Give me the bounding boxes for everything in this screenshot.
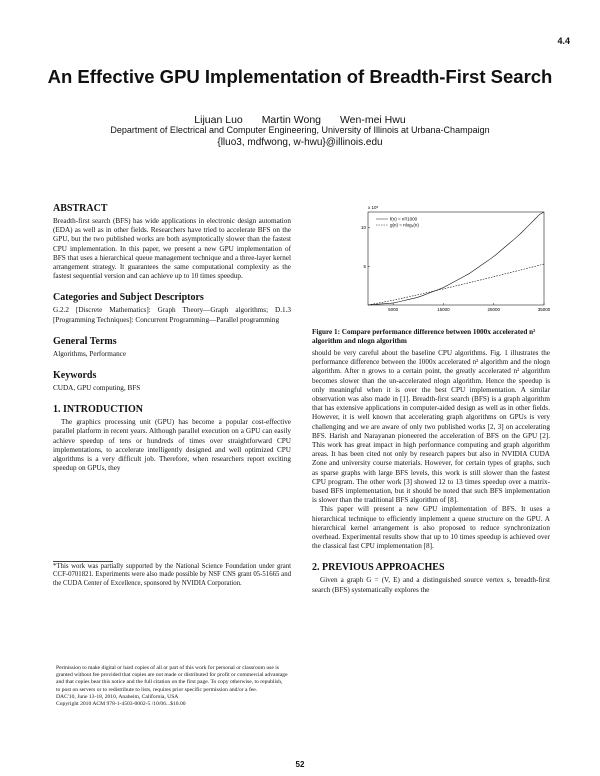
x-tick-label: 5000	[388, 307, 399, 312]
axis-ticks	[360, 222, 550, 312]
keywords-heading: Keywords	[53, 370, 97, 382]
footnote: *This work was partially supported by the National Science Foundation under grant CCF-0701821. Experiments were also made possible by NSF CNS grant 05-51665 and the CUDA Center of Excellence, sponsored by NVIDIA Corporation.	[53, 563, 291, 587]
paper-title: An Effective GPU Implementation of Breadth-First Search	[47, 66, 553, 87]
x-tick-label: 15000	[437, 307, 450, 312]
conference-line: DAC'10, June 13-18, 2010, Anaheim, California, USA	[56, 693, 179, 700]
copyright-line: Copyright 2010 ACM 978-1-4503-0002-5 /10/06...$10.00	[56, 701, 186, 708]
introduction-heading: 1. INTRODUCTION	[53, 404, 144, 416]
author-1: Lijuan Luo	[194, 114, 243, 126]
y-tick-label: 5	[363, 263, 366, 269]
categories-heading: Categories and Subject Descriptors	[53, 292, 204, 304]
series-g-nlogn	[368, 264, 544, 305]
email: {lluo3, mdfwong, w-hwu}@illinois.edu	[217, 137, 383, 148]
right-column	[312, 349, 550, 595]
figure-1-chart	[310, 196, 550, 322]
legend-entry-2: g(n) = nlog₂(n)	[390, 222, 419, 228]
x-tick-label: 35000	[537, 307, 550, 312]
introduction-text: The graphics processing unit (GPU) has become a popular cost-effective parallel platform in recent years. Although parallel execution on a GPU can easily achieve speedup of tens or hundreds of times over straightforward CPU implementations, to accelerate intelligently designed and well optimized CPU algorithms is a very difficult job. Therefore, when researchers report exciting speedup on GPUs, they	[53, 418, 291, 473]
left-column	[53, 203, 291, 473]
section-number: 4.4	[557, 36, 570, 46]
right-paragraph-2: This paper will present a new GPU implementation of BFS. It uses a hierarchical technique to efficiently implement a queue structure on the GPU. A hierarchical kernel arrangement is also proposed to reduce synchronization overhead. Experimental results show that up to 10 times speedup is achieved over the classical fast CPU implementation [8].	[312, 505, 550, 551]
previous-approaches-heading: 2. PREVIOUS APPROACHES	[312, 562, 445, 574]
previous-approaches-text: Given a graph G = (V, E) and a distinguished source vertex s, breadth-first search (BFS) systematically explores the	[312, 576, 550, 594]
right-paragraph-1: should be very careful about the baseline CPU algorithms. Fig. 1 illustrates the performance difference between the 1000x accelerated n² algorithm and the nlogn algorithm. After n grows to a certain point, the greatly accelerated n² algorithm becomes slower than the un-accelerated nlogn algorithm. Hence the speedup is only meaningful when it is over the best CPU implementation. A similar observation was also made in [1]. Breadth-first search (BFS) is a graph algorithm that has extensive applications in computer-aided design as well as in other fields. However, it is well known that accelerating graph algorithms on GPUs is very challenging and we are aware of only two published works [2, 3] on accelerating BFS. Harish and Narayanan pioneered the acceleration of BFS on the GPU [2]. This work has great impact in high performance computing and graph algorithm areas. It has been cited not only by research papers but also in NVIDIA CUDA Zone and university course materials. However, for certain types of graphs, such as sparse graphs with large BFS levels, this work is still slower than the fastest CPU program. The other work [3] showed 12 to 13 times speedup over a matrix-based BFS implementation, but it should be noted that such BFS implementation is slower than the traditional BFS algorithm of [8].	[312, 349, 550, 505]
page-number: 52	[295, 760, 305, 769]
general-terms-text: Algorithms, Performance	[53, 349, 127, 358]
y-tick-label: 10	[360, 225, 366, 230]
x-tick-label: 25000	[487, 307, 500, 312]
categories-text: G.2.2 [Discrete Mathematics]: Graph Theory—Graph algorithms; D.1.3 [Programming Techniques]: Concurrent Programming—Parallel programming	[53, 306, 291, 324]
legend-entry-1: f(n) = n²/1000	[390, 216, 418, 222]
keywords-text: CUDA, GPU computing, BFS	[53, 384, 141, 393]
author-3: Wen-mei Hwu	[339, 114, 406, 126]
abstract-text: Breadth-first search (BFS) has wide applications in electronic design automation (EDA) as well as in other fields. Researchers have tried to accelerate BFS on the GPU, but the two published works are both asymptotically slower than the fastest CPU implementation. In this paper, we present a new GPU implementation of BFS that uses a hierarchical queue management technique and a three-layer kernel arrangement strategy. It guarantees the same computational complexity as the fastest sequential version and can achieve up to 10 times speedup.	[53, 217, 291, 281]
author-2: Martin Wong	[261, 114, 322, 126]
legend	[376, 217, 419, 228]
permission-block	[56, 665, 288, 708]
figure-caption: Figure 1: Compare performance difference between 1000x accelerated n² algorithm and nlogn algorithm	[312, 328, 536, 346]
permission-text: Permission to make digital or hard copies of all or part of this work for personal or classroom use is granted without fee provided that copies are not made or distributed for profit or commercial advantage and that copies bear this notice and the full citation on the first page. To copy otherwise, to republish, to post on servers or to redistribute to lists, requires prior specific permission and/or a fee.	[56, 665, 288, 693]
affiliation: Department of Electrical and Computer Engineering, University of Illinois at Urbana-Champaign	[110, 125, 490, 135]
y-multiplier-label: x 10⁵	[368, 205, 379, 210]
abstract-heading: ABSTRACT	[53, 203, 108, 214]
footnote-rule	[53, 561, 113, 562]
general-terms-heading: General Terms	[53, 335, 117, 347]
